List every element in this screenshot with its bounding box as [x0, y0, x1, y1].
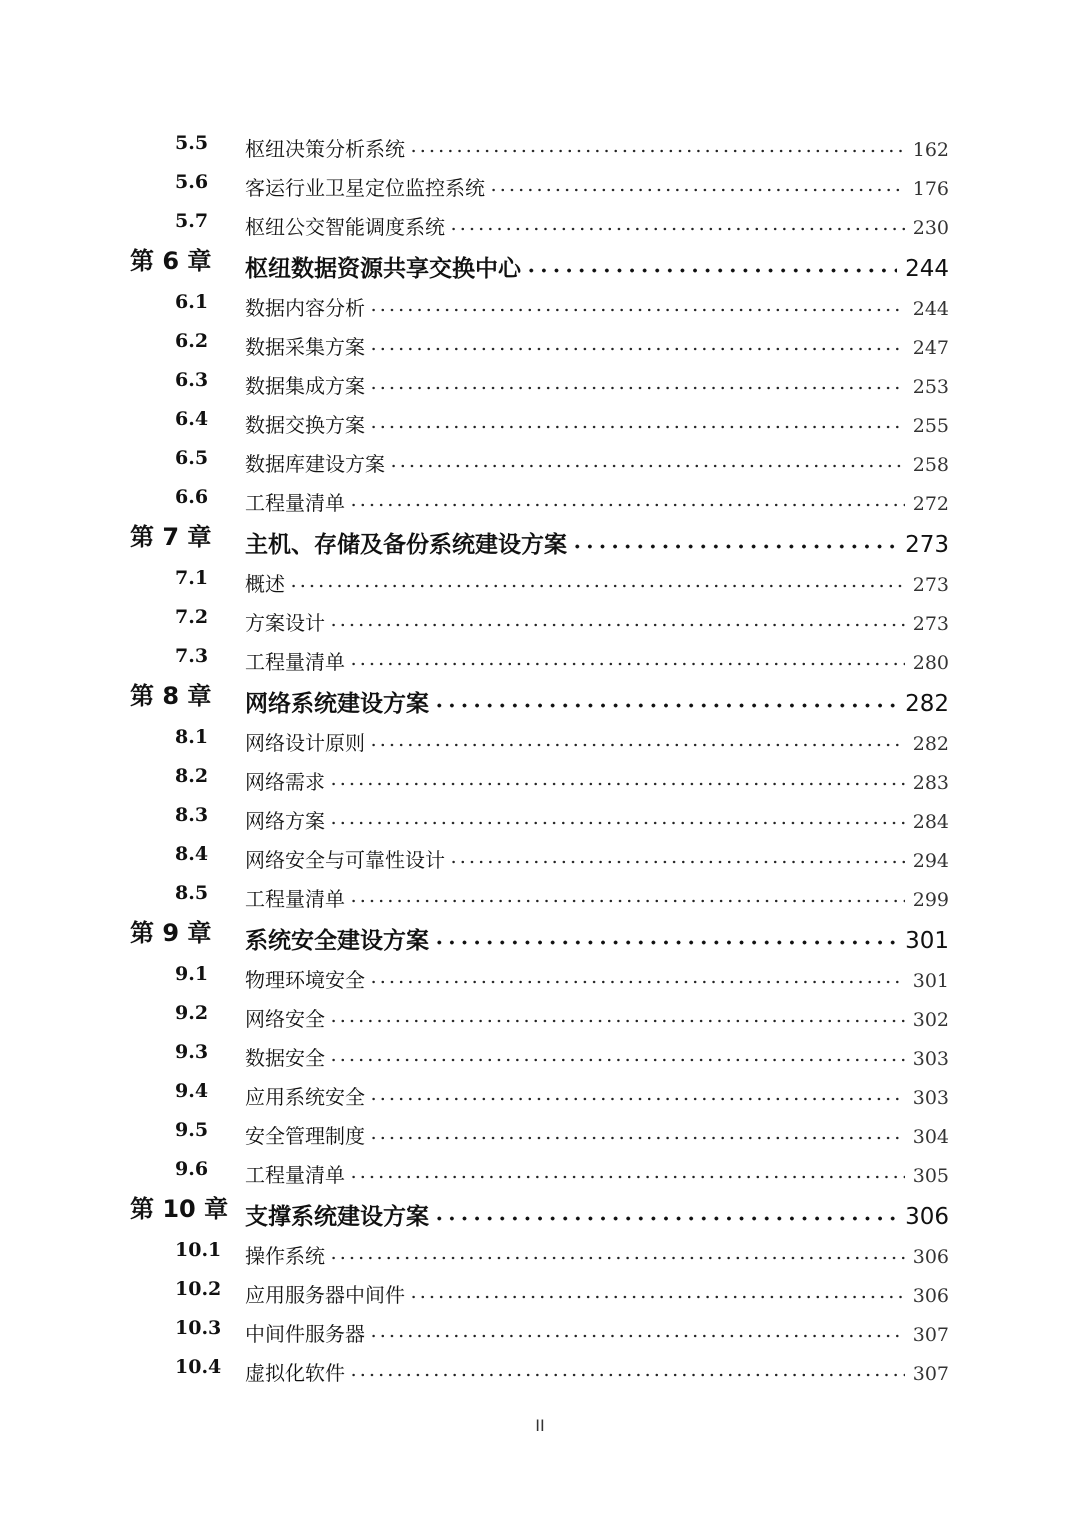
dot-leader	[329, 604, 905, 630]
toc-entry-title: 数据内容分析	[245, 295, 365, 320]
toc-entry-line	[245, 724, 949, 757]
toc-entry-title: 客运行业卫星定位监控系统	[245, 176, 485, 201]
toc-entry-line	[245, 1194, 949, 1232]
toc-entry-line	[245, 802, 949, 835]
toc-entry-line	[245, 961, 949, 994]
toc-entry-number: 9.5	[175, 1118, 209, 1141]
toc-entry-title: 数据安全	[245, 1045, 325, 1070]
dot-leader	[409, 1276, 905, 1302]
toc-entry-number: 10.1	[175, 1238, 222, 1261]
toc-entry-number: 8.1	[175, 725, 209, 748]
toc-entry-number: 5.5	[175, 132, 209, 154]
toc-section-row[interactable]	[0, 1231, 1080, 1270]
toc-entry-number: 9.2	[175, 1001, 209, 1024]
toc-entry-number: 7.1	[175, 566, 209, 589]
toc-entry-page: 301	[912, 969, 949, 992]
toc-entry-line	[245, 208, 949, 241]
toc-entry-title: 安全管理制度	[245, 1123, 365, 1148]
toc-entry-number: 10.3	[175, 1316, 222, 1339]
page-number-footer: II	[535, 1416, 545, 1435]
toc-section-row[interactable]	[0, 994, 1080, 1033]
dot-leader	[369, 961, 905, 987]
toc-entry-title: 工程量清单	[245, 1163, 345, 1188]
dot-leader	[433, 1194, 897, 1224]
toc-entry-page: 244	[905, 256, 949, 283]
toc-entry-line	[245, 367, 949, 400]
toc-entry-page: 301	[905, 928, 949, 955]
toc-entry-line	[245, 604, 949, 637]
dot-leader	[349, 484, 905, 510]
dot-leader	[369, 724, 905, 750]
toc-entry-number: 6.5	[175, 447, 209, 470]
toc-entry-title: 概述	[245, 571, 285, 596]
toc-chapter-row[interactable]	[0, 241, 1080, 283]
toc-entry-number: 第 8 章	[130, 682, 212, 711]
toc-entry-number: 6.2	[175, 329, 209, 352]
dot-leader	[329, 763, 905, 789]
toc-entry-line	[245, 1315, 949, 1348]
toc-entry-line	[245, 1117, 949, 1150]
toc-section-row[interactable]	[0, 322, 1080, 361]
toc-entry-page: 230	[912, 217, 949, 240]
toc-entry-page: 306	[912, 1284, 949, 1307]
dot-leader	[449, 841, 905, 867]
toc-section-row[interactable]	[0, 718, 1080, 757]
toc-entry-page: 162	[912, 139, 949, 161]
dot-leader	[449, 208, 905, 234]
toc-entry-title: 中间件服务器	[245, 1321, 365, 1346]
toc-entry-line	[245, 1237, 949, 1270]
toc-entry-line	[245, 643, 949, 676]
toc-entry-line	[245, 1156, 949, 1189]
dot-leader	[571, 522, 897, 552]
toc-entry-line	[245, 880, 949, 913]
dot-leader	[369, 406, 905, 432]
toc-entry-page: 303	[912, 1047, 949, 1070]
toc-section-row[interactable]	[0, 400, 1080, 439]
toc-entry-page: 176	[912, 178, 949, 201]
toc-entry-line	[245, 130, 949, 163]
toc-entry-page: 258	[912, 454, 949, 477]
toc-entry-title: 网络安全与可靠性设计	[245, 847, 445, 872]
dot-leader	[289, 565, 905, 591]
toc-section-row[interactable]	[0, 1150, 1080, 1189]
dot-leader	[329, 1039, 905, 1065]
toc-section-row[interactable]	[0, 1348, 1080, 1387]
toc-section-row[interactable]	[0, 439, 1080, 478]
toc-entry-number: 6.4	[175, 408, 209, 431]
toc-entry-page: 306	[912, 1245, 949, 1268]
toc-entry-number: 6.1	[175, 290, 209, 313]
dot-leader	[369, 367, 905, 393]
toc-entry-title: 工程量清单	[245, 650, 345, 675]
dot-leader	[349, 880, 905, 906]
dot-leader	[409, 130, 905, 156]
toc-entry-line	[245, 565, 949, 598]
toc-entry-title: 网络设计原则	[245, 730, 365, 755]
toc-entry-line	[245, 1276, 949, 1309]
toc-entry-number: 第 6 章	[130, 247, 212, 276]
toc-section-row[interactable]	[0, 124, 1080, 163]
toc-entry-title: 工程量清单	[245, 887, 345, 911]
dot-leader	[433, 681, 897, 711]
toc-entry-page: 306	[905, 1204, 949, 1231]
toc-entry-page: 307	[912, 1362, 949, 1385]
toc-entry-number: 10.2	[175, 1277, 222, 1300]
toc-section-row[interactable]	[0, 163, 1080, 202]
toc-chapter-row[interactable]	[0, 517, 1080, 559]
toc-entry-page: 273	[912, 573, 949, 596]
toc-entry-line	[245, 763, 949, 796]
toc-entry-title: 应用服务器中间件	[245, 1282, 405, 1307]
toc-section-row[interactable]	[0, 955, 1080, 994]
toc-entry-line	[245, 246, 949, 284]
dot-leader	[489, 169, 905, 195]
toc-entry-number: 9.4	[175, 1079, 209, 1102]
toc-section-row[interactable]	[0, 1309, 1080, 1348]
toc-entry-title: 虚拟化软件	[245, 1360, 345, 1385]
toc-entry-title: 主机、存储及备份系统建设方案	[245, 532, 567, 559]
toc-entry-title: 网络需求	[245, 769, 325, 794]
toc-entry-number: 10.4	[175, 1355, 222, 1378]
toc-entry-page: 294	[912, 849, 949, 872]
dot-leader	[329, 1000, 905, 1026]
toc-entry-title: 网络方案	[245, 808, 325, 833]
toc-entry-page: 253	[912, 375, 949, 398]
toc-entry-number: 6.3	[175, 368, 209, 391]
toc-entry-title: 数据采集方案	[245, 334, 365, 359]
toc-section-row[interactable]	[0, 637, 1080, 676]
toc-entry-page: 273	[912, 612, 949, 635]
toc-entry-title: 枢纽数据资源共享交换中心	[245, 256, 521, 283]
dot-leader	[525, 246, 897, 276]
toc-entry-number: 8.3	[175, 803, 209, 826]
toc-entry-number: 第 7 章	[130, 523, 212, 552]
toc-entry-number: 7.3	[175, 645, 209, 668]
toc-entry-page: 305	[912, 1165, 949, 1188]
toc-section-row[interactable]	[0, 361, 1080, 400]
toc-entry-title: 网络安全	[245, 1006, 325, 1031]
toc-entry-number: 9.3	[175, 1040, 209, 1063]
toc-entry-page: 273	[905, 532, 949, 559]
toc-entry-page: 303	[912, 1086, 949, 1109]
toc-entry-line	[245, 1000, 949, 1033]
toc-entry-number: 6.6	[175, 486, 209, 509]
toc-entry-title: 物理环境安全	[245, 967, 365, 992]
toc-section-row[interactable]	[0, 757, 1080, 796]
toc-entry-number: 9.1	[175, 962, 209, 985]
toc-entry-line	[245, 841, 949, 874]
dot-leader	[369, 328, 905, 354]
toc-entry-number: 5.6	[175, 171, 209, 194]
dot-leader	[349, 1156, 905, 1182]
toc-entry-number: 8.2	[175, 764, 209, 787]
toc-entry-page: 282	[912, 732, 949, 755]
dot-leader	[433, 918, 897, 948]
toc-section-row[interactable]	[0, 1033, 1080, 1072]
toc-entry-title: 网络系统建设方案	[245, 691, 429, 718]
toc-chapter-row[interactable]	[0, 1189, 1080, 1231]
dot-leader	[369, 1117, 905, 1143]
toc-entry-page: 299	[912, 889, 949, 911]
toc-entry-title: 系统安全建设方案	[245, 928, 429, 955]
dot-leader	[369, 289, 905, 315]
toc-entry-page: 244	[912, 297, 949, 320]
toc-entry-page: 255	[912, 415, 949, 438]
toc-entry-title: 工程量清单	[245, 491, 345, 516]
toc-entry-page: 283	[912, 771, 949, 794]
toc-entry-title: 数据交换方案	[245, 413, 365, 438]
toc-entry-line	[245, 289, 949, 322]
toc-entry-number: 9.6	[175, 1158, 209, 1181]
toc-entry-line	[245, 681, 949, 719]
toc-entry-number: 第 9 章	[130, 919, 212, 948]
toc-entry-number: 5.7	[175, 210, 209, 233]
toc-entry-line	[245, 1078, 949, 1111]
toc-entry-title: 数据库建设方案	[245, 452, 385, 477]
toc-entry-number: 7.2	[175, 605, 209, 628]
toc-section-row[interactable]	[0, 1111, 1080, 1150]
toc-entry-title: 枢纽公交智能调度系统	[245, 215, 445, 240]
toc-entry-title: 支撑系统建设方案	[245, 1204, 429, 1231]
dot-leader	[369, 1315, 905, 1341]
toc-section-row[interactable]	[0, 796, 1080, 835]
toc-entry-line	[245, 484, 949, 517]
dot-leader	[389, 445, 905, 471]
toc-entry-title: 枢纽决策分析系统	[245, 137, 405, 161]
toc-entry-title: 操作系统	[245, 1243, 325, 1268]
toc-chapter-row[interactable]	[0, 676, 1080, 718]
dot-leader	[349, 643, 905, 669]
dot-leader	[369, 1078, 905, 1104]
toc-section-row[interactable]	[0, 874, 1080, 913]
dot-leader	[329, 802, 905, 828]
toc-section-row[interactable]	[0, 1270, 1080, 1309]
toc-entry-page: 307	[912, 1323, 949, 1346]
toc-entry-page: 284	[912, 810, 949, 833]
toc-entry-line	[245, 1039, 949, 1072]
toc-entry-page: 282	[905, 691, 949, 718]
toc-section-row[interactable]	[0, 478, 1080, 517]
toc-entry-title: 数据集成方案	[245, 373, 365, 398]
toc-entry-page: 247	[912, 336, 949, 359]
toc-chapter-row[interactable]	[0, 913, 1080, 955]
toc-entry-line	[245, 328, 949, 361]
toc-entry-page: 272	[912, 493, 949, 516]
toc-section-row[interactable]	[0, 598, 1080, 637]
toc-entry-line	[245, 406, 949, 439]
toc-entry-title: 应用系统安全	[245, 1084, 365, 1109]
toc-section-row[interactable]	[0, 1072, 1080, 1111]
toc-entry-number: 8.4	[175, 842, 209, 865]
toc-entry-page: 302	[912, 1008, 949, 1031]
toc-section-row[interactable]	[0, 283, 1080, 322]
toc-entry-line	[245, 522, 949, 560]
toc-entry-line	[245, 918, 949, 956]
toc-section-row[interactable]	[0, 559, 1080, 598]
toc-entry-line	[245, 169, 949, 202]
toc-entry-number: 第 10 章	[130, 1195, 229, 1224]
table-of-contents	[0, 124, 1080, 1387]
toc-entry-number: 8.5	[175, 882, 209, 904]
toc-entry-line	[245, 1354, 949, 1387]
toc-entry-page: 304	[912, 1125, 949, 1148]
toc-section-row[interactable]	[0, 835, 1080, 874]
toc-entry-page: 280	[912, 652, 949, 675]
dot-leader	[349, 1354, 905, 1380]
dot-leader	[329, 1237, 905, 1263]
toc-section-row[interactable]	[0, 202, 1080, 241]
toc-entry-title: 方案设计	[245, 610, 325, 635]
toc-entry-line	[245, 445, 949, 478]
